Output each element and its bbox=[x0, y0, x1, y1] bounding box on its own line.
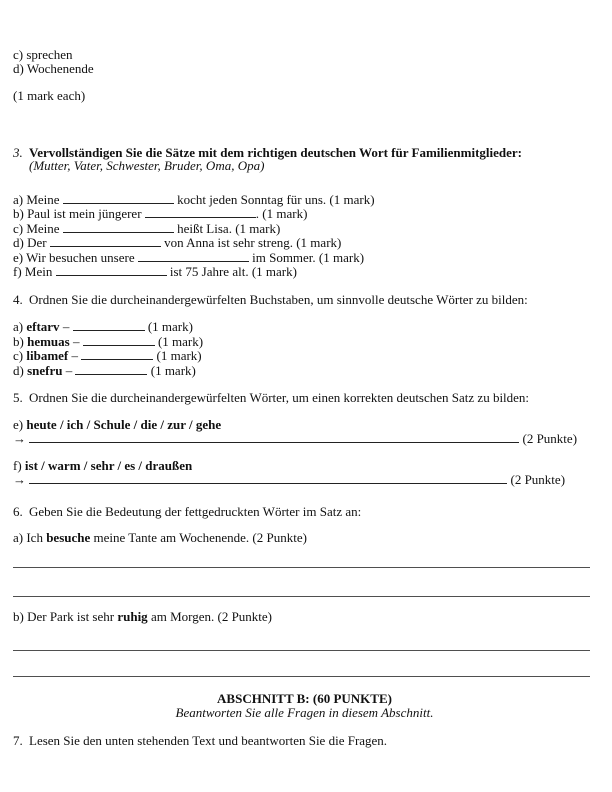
q3-item-e bbox=[13, 250, 596, 265]
q3-item-d-after: von Anna ist sehr streng. (1 mark) bbox=[160, 235, 342, 250]
question-3-items bbox=[13, 192, 596, 279]
question-5-title: Ordnen Sie die durcheinandergewürfelten Wörter, um einen korrekten deutschen Satz zu bilden: bbox=[29, 390, 530, 405]
question-3-word-bank: (Mutter, Vater, Schwester, Bruder, Oma, Opa) bbox=[29, 158, 265, 173]
arrow-icon: → bbox=[13, 472, 30, 487]
q3-item-f-after: ist 75 Jahre alt. (1 mark) bbox=[166, 264, 297, 279]
fill-in-blank bbox=[138, 250, 249, 262]
q3-item-f bbox=[13, 264, 596, 279]
question-6-number: 6. bbox=[13, 503, 23, 519]
q5-item-e-points: (2 Punkte) bbox=[519, 431, 578, 446]
q3-item-d-before: d) Der bbox=[13, 235, 50, 250]
q5-item-e-words-line bbox=[13, 418, 596, 432]
answer-line bbox=[13, 567, 590, 568]
fill-in-blank bbox=[63, 192, 174, 204]
q4-item-b-mark: (1 mark) bbox=[154, 333, 204, 349]
section-b-header bbox=[13, 692, 596, 719]
mark-note: (1 mark each) bbox=[13, 88, 86, 103]
q4-item-c bbox=[13, 348, 596, 363]
q3-item-d bbox=[13, 235, 596, 250]
q6-item-b-before: b) Der Park ist sehr bbox=[13, 608, 118, 624]
q4-item-c-mark: (1 mark) bbox=[153, 348, 202, 363]
q4-item-b-word: hemuas bbox=[27, 333, 70, 349]
question-7-number: 7. bbox=[13, 733, 23, 748]
q3-item-f-before: f) Mein bbox=[13, 264, 56, 279]
q4-item-a-word: eftarv bbox=[26, 319, 60, 334]
fill-in-blank bbox=[81, 348, 153, 360]
q6-item-a bbox=[13, 531, 596, 545]
q6-item-a-after: meine Tante am Wochenende. (2 Punkte) bbox=[90, 530, 307, 545]
q6-item-a-bold-word: besuche bbox=[46, 530, 91, 545]
q4-item-d-word: snefru bbox=[27, 362, 63, 378]
q5-item-f-points: (2 Punkte) bbox=[507, 472, 566, 487]
q3-item-a-after: kocht jeden Sonntag für uns. (1 mark) bbox=[173, 191, 375, 207]
fill-in-blank bbox=[29, 472, 507, 484]
q6-item-a-before: a) Ich bbox=[13, 530, 47, 545]
fill-in-blank bbox=[83, 334, 155, 346]
q3-item-a-before: a) Meine bbox=[13, 191, 63, 207]
q3-item-e-after: im Sommer. (1 mark) bbox=[248, 249, 365, 265]
q4-item-c-sep: – bbox=[68, 348, 82, 363]
question-7-heading bbox=[13, 734, 596, 748]
q5-item-e-label: e) bbox=[13, 416, 27, 432]
question-5-number: 5. bbox=[13, 390, 23, 405]
answer-line bbox=[13, 596, 590, 597]
question-7-title: Lesen Sie den unten stehenden Text und beantworten Sie die Fragen. bbox=[29, 733, 388, 748]
question-4-number: 4. bbox=[13, 291, 23, 307]
section-b-heading: ABSCHNITT B: (60 PUNKTE) bbox=[217, 691, 392, 706]
fill-in-blank bbox=[29, 431, 519, 443]
q6-item-b-bold-word: ruhig bbox=[117, 608, 148, 624]
q4-item-a bbox=[13, 319, 596, 334]
question-4-heading bbox=[13, 293, 596, 307]
question-4-items bbox=[13, 319, 596, 377]
q4-item-b bbox=[13, 334, 596, 349]
q4-item-b-label: b) bbox=[13, 333, 28, 349]
q4-item-d bbox=[13, 363, 596, 378]
q5-item-f-words: ist / warm / sehr / es / draußen bbox=[24, 457, 193, 473]
fill-in-blank bbox=[50, 235, 161, 247]
q4-item-b-sep: – bbox=[69, 333, 83, 349]
option-d: d) Wochenende bbox=[13, 60, 94, 76]
q5-item-f bbox=[13, 459, 596, 487]
q6-item-b bbox=[13, 610, 596, 624]
q3-item-b bbox=[13, 206, 596, 221]
fill-in-blank bbox=[63, 221, 174, 233]
q3-item-e-before: e) Wir besuchen unsere bbox=[13, 249, 138, 265]
q3-item-b-after: . (1 mark) bbox=[255, 206, 308, 221]
question-3-heading bbox=[13, 146, 596, 160]
question-6-title: Geben Sie die Bedeutung der fettgedruckten Wörter im Satz an: bbox=[29, 503, 362, 519]
question-6-heading bbox=[13, 505, 596, 519]
q3-item-c-after: heißt Lisa. (1 mark) bbox=[173, 220, 281, 236]
answer-line bbox=[13, 676, 590, 677]
q4-item-d-sep: – bbox=[62, 362, 76, 378]
q3-item-c-before: c) Meine bbox=[13, 220, 63, 236]
question-5-heading bbox=[13, 391, 596, 405]
q4-item-a-label: a) bbox=[13, 319, 27, 334]
fill-in-blank bbox=[56, 264, 167, 276]
q4-item-c-word: libamef bbox=[26, 348, 69, 363]
q4-item-d-mark: (1 mark) bbox=[147, 362, 196, 378]
answer-line bbox=[13, 650, 590, 651]
question-3-number: 3. bbox=[13, 144, 23, 160]
fill-in-blank bbox=[145, 206, 256, 218]
q4-item-a-mark: (1 mark) bbox=[144, 319, 193, 334]
q4-item-a-sep: – bbox=[59, 319, 73, 334]
question-4-title: Ordnen Sie die durcheinandergewürfelten Buchstaben, um sinnvolle deutsche Wörter zu bilden: bbox=[29, 291, 528, 307]
q4-item-c-label: c) bbox=[13, 348, 27, 363]
fill-in-blank bbox=[73, 319, 145, 331]
q5-item-f-answer-line bbox=[13, 472, 596, 487]
fill-in-blank bbox=[75, 363, 147, 375]
q4-item-d-label: d) bbox=[13, 362, 28, 378]
q3-item-c bbox=[13, 221, 596, 236]
q5-item-e bbox=[13, 418, 596, 446]
question-3-title: Vervollständigen Sie die Sätze mit dem richtigen deutschen Wort für Familienmitglieder: bbox=[29, 144, 522, 160]
q5-item-f-label: f) bbox=[13, 457, 25, 473]
section-b-subheading: Beantworten Sie alle Fragen in diesem Abschnitt. bbox=[175, 704, 434, 720]
option-c: c) sprechen bbox=[13, 47, 73, 62]
q5-item-e-answer-line bbox=[13, 431, 596, 446]
q3-item-a bbox=[13, 192, 596, 207]
q5-item-e-words: heute / ich / Schule / die / zur / gehe bbox=[26, 416, 222, 432]
arrow-icon: → bbox=[13, 431, 30, 446]
q3-item-b-before: b) Paul ist mein jüngerer bbox=[13, 206, 145, 221]
q5-item-f-words-line bbox=[13, 459, 596, 473]
q6-item-b-after: am Morgen. (2 Punkte) bbox=[147, 608, 273, 624]
